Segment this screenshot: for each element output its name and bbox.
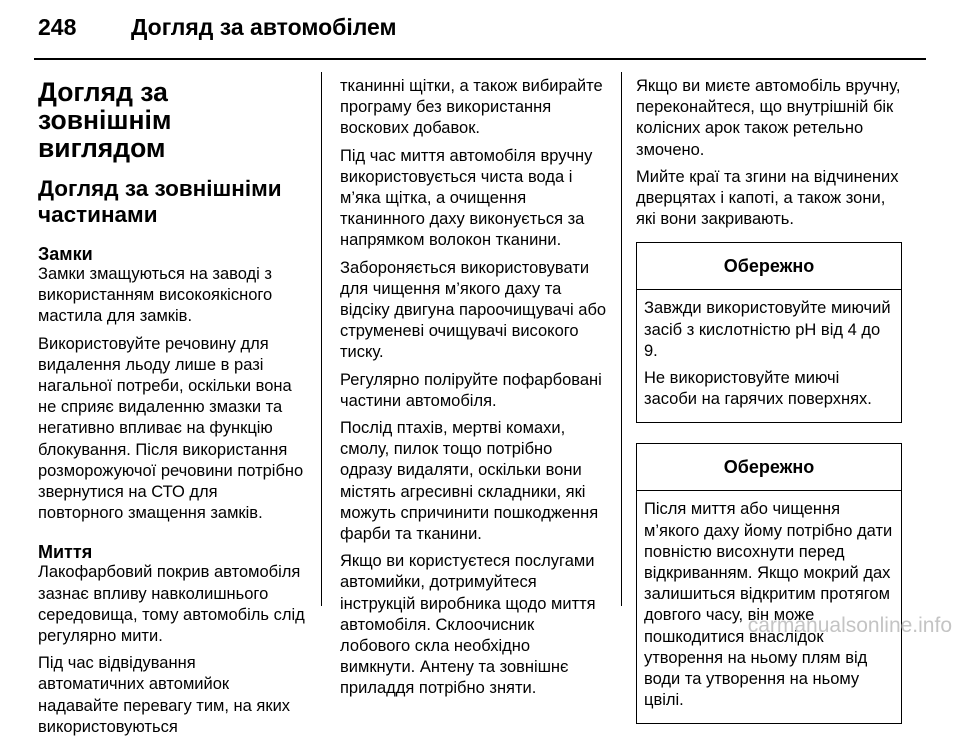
washing-paragraph-1: Лакофарбовий покрив автомобіля зазнає впливу навколишнього середовища, тому автомобіль слід регулярно мити. (38, 563, 305, 646)
locks-paragraph-1: Замки змащуються на заводі з використанням високоякісного мастила для замків. (38, 265, 273, 326)
paragraph: Під час миття автомобіля вручну використовується чиста вода і м’яка щітка, а очищення тканинного даху виконується за напрямком волокон тканини. (340, 146, 593, 250)
paragraph: Послід птахів, мертві комахи, смолу, пилок тощо потрібно одразу видаляти, оскільки вони містять агресивні складники, які можуть спричинити пошкодження фарби та тканини. (340, 419, 599, 544)
section-title: Догляд за зовнішнім виглядом (38, 77, 172, 163)
washing-paragraph-2: Під час відвідування автоматичних автомийок надавайте перевагу тим, на яких використовуються (38, 654, 291, 736)
column-2 (340, 76, 608, 706)
header-divider (34, 58, 926, 60)
page-number: 248 (38, 14, 77, 40)
caution-box-2 (636, 443, 902, 724)
caution-box-1 (636, 242, 902, 423)
caution-title: Обережно (637, 444, 901, 491)
paragraph: Забороняється використовувати для чищення м’якого даху та відсіку двигуна пароочищувачі або струменеві очищувачі високого тиску. (340, 258, 607, 362)
washing-heading: Миття (38, 542, 93, 563)
paragraph: тканинні щітки, а також вибирайте програму без використання воскових добавок. (340, 77, 603, 138)
page-header (34, 0, 926, 60)
running-title: Догляд за автомобілем (131, 14, 397, 40)
paragraph: Якщо ви миєте автомобіль вручну, переконайтеся, що внутрішній бік колісних арок також ретельно змочено. (636, 77, 901, 159)
locks-heading: Замки (38, 244, 93, 264)
locks-paragraph-2: Використовуйте речовину для видалення льоду лише в разі нагальної потреби, оскільки вона не сприяє видаленню змазки та негативно впливає на функцію блокування. Після використання розморожуючої речовини потрібно звернутися на СТО для повторного змащення замків. (38, 334, 304, 523)
caution-text: Не використовуйте миючі засоби на гарячих поверхнях. (644, 369, 872, 409)
caution-text: Завжди використовуйте миючий засіб з кислотністю pH від 4 до 9. (644, 299, 891, 360)
column-divider-1 (321, 72, 322, 606)
caution-text: Після миття або чищення м’якого даху йому потрібно дати повністю висохнути перед відкриванням. Якщо мокрий дах залишиться відкритим протягом довгого часу, він може пошкодитися внаслідок утворення на ньому плям від води та утворення на ньому цвілі. (644, 500, 893, 710)
paragraph: Регулярно поліруйте пофарбовані частини автомобіля. (340, 370, 602, 410)
caution-title: Обережно (637, 243, 901, 290)
paragraph: Мийте краї та згини на відчинених дверцятах і капоті, а також зони, які вони закривають. (636, 167, 899, 229)
watermark: carmanualsonline.info (747, 614, 952, 637)
section-subtitle: Догляд за зовнішніми частинами (38, 176, 282, 227)
column-1 (38, 72, 306, 744)
column-divider-2 (621, 72, 622, 606)
paragraph: Якщо ви користуєтеся послугами автомийки, дотримуйтеся інструкцій виробника щодо миття автомобіля. Склоочисник лобового скла необхідно вимкнути. Антену та зовнішнє приладдя потрібно зняти. (340, 552, 596, 698)
